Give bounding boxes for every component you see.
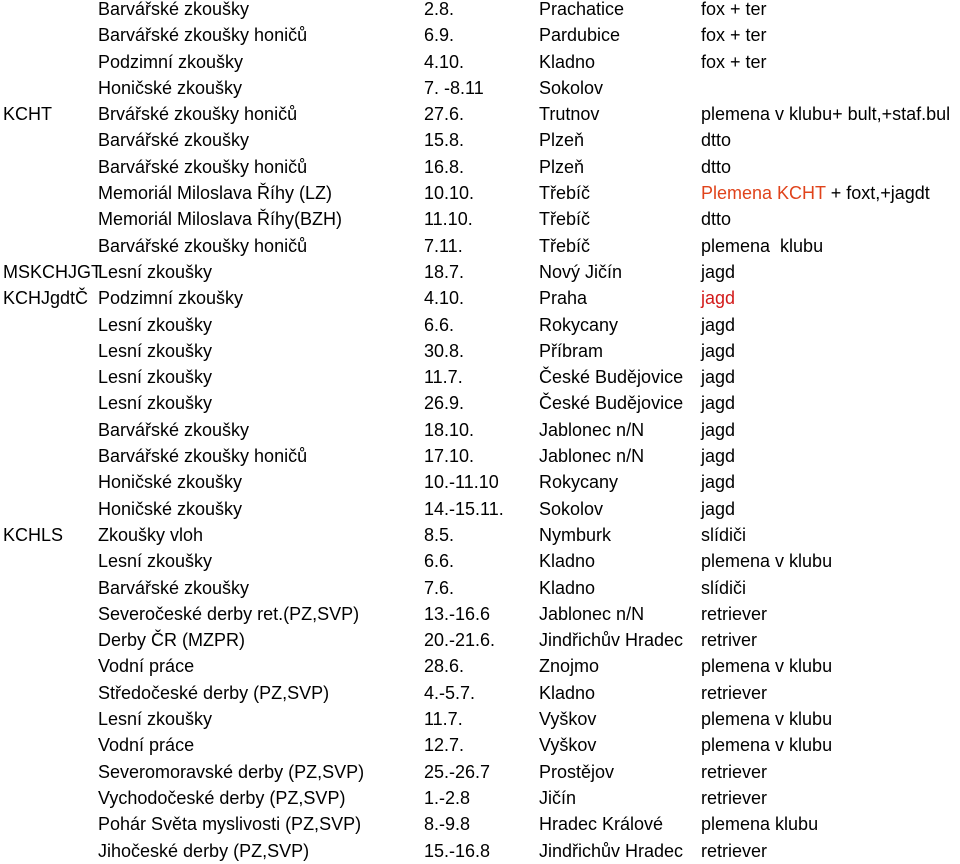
breed-cell [701,496,735,522]
breed-text: jagd [701,472,736,493]
place-cell: Trutnov [539,104,600,125]
breed-cell [701,680,767,706]
event-name-cell: Barvářské zkoušky honičů [98,446,308,467]
breed-cell [701,233,823,259]
place-cell: Kladno [539,51,596,72]
table-row [0,601,960,627]
place-cell: Jičín [539,787,577,808]
breed-text: jagd [701,340,736,361]
breed-cell [701,785,767,811]
date-cell: 7.11. [424,235,463,256]
table-row [0,49,960,75]
breed-cell [701,548,832,574]
place-cell: Prostějov [539,761,615,782]
date-cell: 30.8. [424,340,465,361]
breed-cell [701,390,735,416]
breed-red-text: jagd [701,288,736,309]
club-cell: KCHJgdtČ [3,288,89,309]
place-cell: Jablonec n/N [539,446,645,467]
table-row [0,627,960,653]
breed-cell [701,338,735,364]
date-cell: 4.10. [424,51,465,72]
table-row [0,417,960,443]
table-row [0,496,960,522]
breed-text: jagd [701,314,736,335]
event-name-cell: Honičské zkoušky [98,498,243,519]
date-cell: 7.6. [424,577,455,598]
date-cell: 6.6. [424,551,455,572]
place-cell: Sokolov [539,498,604,519]
club-cell: KCHLS [3,524,64,545]
date-cell: 10.10. [424,183,475,204]
event-name-cell: Memoriál Miloslava Říhy (LZ) [98,183,333,204]
table-row [0,75,960,101]
date-cell: 14.-15.11. [424,498,504,519]
table-row [0,285,960,311]
date-cell: 26.9. [424,393,465,414]
breed-text: retriever [701,787,768,808]
breed-cell [701,811,818,837]
event-name-cell: Lesní zkoušky [98,709,213,730]
date-cell: 6.6. [424,314,455,335]
event-name-cell: Lesní zkoušky [98,261,213,282]
breed-text: plemena klubu [701,814,819,835]
place-cell: Jindřichův Hradec [539,630,684,651]
date-cell: 17.10. [424,446,475,467]
place-cell: Příbram [539,340,604,361]
place-cell: Jablonec n/N [539,419,645,440]
table-row [0,811,960,837]
place-cell: Jablonec n/N [539,603,645,624]
breed-cell [701,364,735,390]
date-cell: 10.-11.10 [424,472,499,493]
event-name-cell: Honičské zkoušky [98,77,243,98]
breed-cell [701,101,950,127]
event-name-cell: Lesní zkoušky [98,367,213,388]
event-name-cell: Jihočeské derby (PZ,SVP) [98,840,310,861]
breed-text: jagd [701,367,736,388]
place-cell: Kladno [539,682,596,703]
breed-text: dtto [701,209,732,230]
event-name-cell: Podzimní zkoušky [98,288,244,309]
place-cell: Hradec Králové [539,814,664,835]
place-cell: Praha [539,288,588,309]
place-cell: Znojmo [539,656,600,677]
date-cell: 8.5. [424,524,455,545]
place-cell: Plzeň [539,156,585,177]
event-name-cell: Barvářské zkoušky [98,419,250,440]
date-cell: 18.10. [424,419,475,440]
breed-text: fox + ter [701,51,767,72]
breed-cell [701,759,767,785]
date-cell: 11.7. [424,709,463,730]
event-name-cell: Vodní práce [98,656,195,677]
table-row [0,338,960,364]
table-row [0,259,960,285]
table-row [0,785,960,811]
breed-cell [701,706,832,732]
event-name-cell: Vodní práce [98,735,195,756]
place-cell: Vyškov [539,709,597,730]
breed-cell [701,522,746,548]
date-cell: 15.-16.8 [424,840,491,861]
breed-text: plemena klubu [701,235,824,256]
event-name-cell: Honičské zkoušky [98,472,243,493]
breed-cell [701,838,767,864]
place-cell: České Budějovice [539,393,684,414]
breed-text: plemena v klubu [701,709,833,730]
place-cell: Jindřichův Hradec [539,840,684,861]
date-cell: 13.-16.6 [424,603,491,624]
breed-cell [701,49,767,75]
breed-cell [701,575,746,601]
event-name-cell: Lesní zkoušky [98,551,213,572]
table-row [0,233,960,259]
date-cell: 25.-26.7 [424,761,491,782]
table-row [0,575,960,601]
place-cell: Sokolov [539,77,604,98]
breed-text: plemena v klubu [701,735,833,756]
table-row [0,364,960,390]
place-cell: Rokycany [539,472,619,493]
event-name-cell: Brvářské zkoušky honičů [98,104,298,125]
date-cell: 15.8. [424,130,465,151]
event-name-cell: Barvářské zkoušky [98,0,250,19]
table-row [0,312,960,338]
place-cell: Plzeň [539,130,585,151]
club-cell: KCHT [3,104,52,125]
event-name-cell: Barvářské zkoušky [98,130,250,151]
place-cell: Nový Jičín [539,261,623,282]
date-cell: 12.7. [424,735,465,756]
event-name-cell: Středočeské derby (PZ,SVP) [98,682,330,703]
date-cell: 18.7. [424,261,465,282]
table-row [0,759,960,785]
event-name-cell: Lesní zkoušky [98,314,213,335]
breed-cell [701,22,767,48]
date-cell: 8.-9.8 [424,814,471,835]
date-cell: 4.-5.7. [424,682,476,703]
place-cell: Nymburk [539,524,612,545]
breed-cell [701,180,930,206]
table-row [0,180,960,206]
event-name-cell: Pohár Světa myslivosti (PZ,SVP) [98,814,362,835]
event-name-cell: Lesní zkoušky [98,393,213,414]
table-row [0,680,960,706]
breed-text: plemena v klubu+ bult,+staf.bul [701,104,951,125]
event-name-cell: Zkoušky vloh [98,524,204,545]
table-row [0,838,960,864]
table-row [0,154,960,180]
place-cell: Prachatice [539,0,625,19]
place-cell: Třebíč [539,183,591,204]
breed-text: retriever [701,682,768,703]
table-row [0,706,960,732]
event-name-cell: Barvářské zkoušky honičů [98,25,308,46]
event-name-cell: Lesní zkoušky [98,340,213,361]
date-cell: 6.9. [424,25,455,46]
breed-text: retriever [701,840,768,861]
table-row [0,653,960,679]
breed-cell [701,154,731,180]
place-cell: Kladno [539,551,596,572]
event-name-cell: Barvářské zkoušky [98,577,250,598]
breed-text: retriver [701,630,758,651]
table-row [0,732,960,758]
event-name-cell: Severomoravské derby (PZ,SVP) [98,761,365,782]
date-cell: 20.-21.6. [424,630,496,651]
breed-text: jagd [701,261,736,282]
breed-text: + foxt,+jagdt [825,183,930,204]
place-cell: Rokycany [539,314,619,335]
event-name-cell: Derby ČR (MZPR) [98,630,245,651]
breed-text: jagd [701,419,736,440]
breed-cell [701,312,735,338]
place-cell: České Budějovice [539,367,684,388]
breed-cell [701,0,767,22]
breed-text: jagd [701,446,736,467]
table-row [0,469,960,495]
date-cell: 27.6. [424,104,465,125]
breed-cell [701,417,735,443]
table-row [0,390,960,416]
breed-text: retriever [701,603,768,624]
breed-text: plemena v klubu [701,551,833,572]
breed-cell [701,127,731,153]
date-cell: 4.10. [424,288,465,309]
breed-text: fox + ter [701,0,767,19]
table-row [0,101,960,127]
breed-cell [701,443,735,469]
table-row [0,206,960,232]
breed-cell [701,653,832,679]
table-row [0,522,960,548]
date-cell: 1.-2.8 [424,787,471,808]
breed-highlight-text: Plemena KCHT [701,183,826,204]
date-cell: 11.10. [424,209,473,230]
event-name-cell: Memoriál Miloslava Říhy(BZH) [98,209,343,230]
breed-text: dtto [701,130,732,151]
event-name-cell: Barvářské zkoušky honičů [98,235,308,256]
date-cell: 16.8. [424,156,465,177]
breed-text: fox + ter [701,25,767,46]
event-name-cell: Vychodočeské derby (PZ,SVP) [98,787,346,808]
date-cell: 2.8. [424,0,455,19]
table-row [0,22,960,48]
breed-cell [701,206,731,232]
place-cell: Vyškov [539,735,597,756]
table-row [0,127,960,153]
breed-text: slídiči [701,524,747,545]
breed-text: jagd [701,393,736,414]
breed-cell [701,627,757,653]
breed-text: dtto [701,156,732,177]
place-cell: Třebíč [539,235,591,256]
place-cell: Třebíč [539,209,591,230]
date-cell: 11.7. [424,367,463,388]
table-row [0,0,960,22]
breed-text: plemena v klubu [701,656,833,677]
table-row [0,443,960,469]
breed-cell [701,259,735,285]
club-cell: MSKCHJGT [3,261,102,282]
event-name-cell: Podzimní zkoušky [98,51,244,72]
breed-cell [701,285,735,311]
breed-cell [701,469,735,495]
place-cell: Kladno [539,577,596,598]
breed-text: retriever [701,761,768,782]
event-name-cell: Barvářské zkoušky honičů [98,156,308,177]
breed-text: jagd [701,498,736,519]
table-row [0,548,960,574]
date-cell: 7. -8.11 [424,77,484,98]
date-cell: 28.6. [424,656,465,677]
breed-cell [701,601,767,627]
breed-text: slídiči [701,577,747,598]
breed-cell [701,732,832,758]
place-cell: Pardubice [539,25,621,46]
event-name-cell: Severočeské derby ret.(PZ,SVP) [98,603,360,624]
